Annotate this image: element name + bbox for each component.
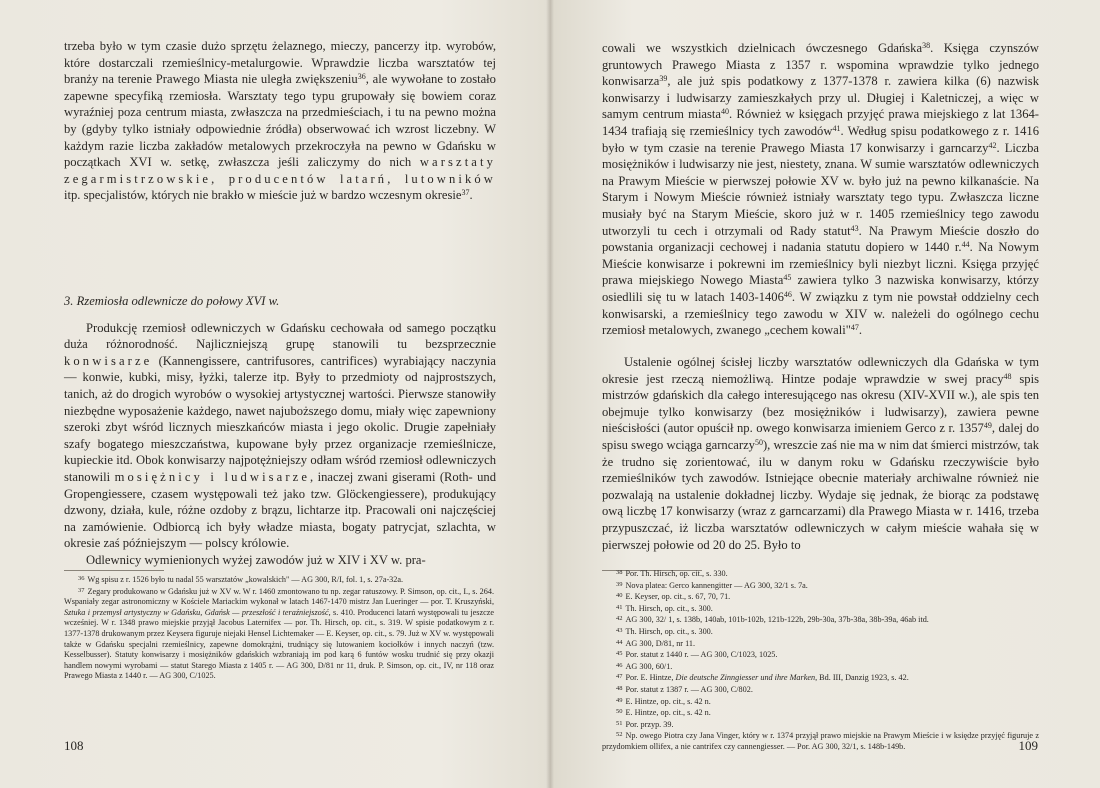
footnote-ref: 36 bbox=[357, 72, 366, 82]
footnote-ref: 44 bbox=[961, 240, 970, 250]
text-run: E. Hintze, op. cit., s. 42 n. bbox=[625, 708, 711, 718]
text-run: Zegary produkowano w Gdańsku już w XV w. W r. 1460 zmontowano tu np. zegar ratuszowy. P. Simson, op. cit., I., s. 264. Wspaniały zegar astronomiczny w Kościele Mariackim wykonał w latach 1467-1470 mistrz Jan Lueringer — por. T. Kruszyński, bbox=[64, 586, 494, 607]
footnote bbox=[602, 568, 1039, 580]
left-paragraph-1 bbox=[64, 38, 496, 204]
right-body-text-2 bbox=[602, 354, 1039, 553]
text-run: trzeba było w tym czasie dużo sprzętu żelaznego, mieczy, pancerzy itp. wyrobów, które dostarczali rzemieślnicy-metalurgowie. Wprawdzie liczba warsztatów tej branży na terenie Prawego Miasta nie uległa zwiększeniu bbox=[64, 39, 496, 87]
footnote bbox=[602, 580, 1039, 592]
text-run: Th. Hirsch, op. cit., s. 300. bbox=[625, 603, 713, 613]
footnote-number: 39 bbox=[616, 580, 623, 588]
footnote-number: 51 bbox=[616, 719, 623, 727]
text-run: AG 300, D/81, nr 11. bbox=[625, 638, 696, 648]
text-run: , dalej do spisu swego wciąga garncarzy bbox=[602, 421, 1040, 452]
text-run: , s. 410. Producenci latarń występowali tu jeszcze wcześniej. W r. 1348 prawo miejskie przyjął Jacobus Laternifex — por. Th. Hirsch, op. cit., s. 319. W spisie podatkowym z r. 1377-1378 drukowanym przez Keysera figuruje niejaki Hensel Lichtemaker — E. Keyser, op. cit., s. 79. Już w XV w. występowali także w Gdańsku specjalni rzemieślnicy, zapewne domokrążni, trudniący się lutowaniem kociołków i innych naczyń (tzw. Kesselbusser). Statuty konwisarzy i mosiężników gdańskich wzbraniają im pod karą 6 funtów wosku trudnić się przy okazji handlem nowymi wyrobami — statut Starego Miasta z 1405 r. — AG 300, D/81 nr 11, druk. P. Simson, op. cit., IV, nr 118 oraz Prawego Miasta z 1440 r. — AG 300, C/1025. bbox=[64, 607, 494, 681]
text-run: . Według spisu podatkowego z r. 1416 było w tym czasie na terenie Prawego Miasta 17 konwisarzy i garncarzy bbox=[602, 123, 1039, 155]
spaced-text: mosiężnicy i ludwisarze bbox=[114, 469, 311, 484]
footnote-ref: 40 bbox=[721, 107, 730, 117]
footnote bbox=[602, 603, 1039, 615]
footnote-number: 47 bbox=[616, 673, 623, 681]
page-number: 108 bbox=[64, 738, 84, 753]
footnote bbox=[602, 649, 1039, 661]
right-footnotes bbox=[602, 568, 1039, 753]
footnote bbox=[64, 586, 494, 682]
left-paragraph-3: Odlewnicy wymienionych wyżej zawodów już w XIV i XV w. pra- bbox=[86, 552, 426, 567]
footnote bbox=[602, 719, 1039, 731]
text-run: Np. owego Piotra czy Jana Vinger, który w r. 1374 przyjął prawo miejskie na Prawym Mieście i w księdze przyjęć figuruje z przydomkiem ollifex, a nie cantrifex czy cannengiesser. — Por. AG 300, 32/1, s. 148b-149b. bbox=[602, 731, 1039, 751]
text-run: . Na Prawym Mieście doszło do powstania organizacji cechowej i nadania statutu dopiero w 1440 r. bbox=[602, 223, 1039, 255]
footnote-ref: 39 bbox=[659, 74, 668, 84]
footnote-ref: 49 bbox=[983, 421, 992, 431]
text-run: AG 300, 32/ 1, s. 138b, 140ab, 101b-102b, 121b-122b, 29b-30a, 37b-38a, 38b-39a, 46ab itd. bbox=[625, 615, 929, 625]
footnote bbox=[64, 574, 494, 586]
text-run: . Również w księgach przyjęć prawa miejskiego z lat 1364-1434 trafiają się rzemieślnicy tych zawodów bbox=[602, 107, 1040, 138]
text-run: AG 300, 60/1. bbox=[625, 661, 673, 671]
footnote bbox=[602, 672, 1039, 684]
text-run: . W związku z tym nie powstał oddzielny cech konwisarski, a rzemieślnicy tego zawodu w XIV w. należeli do ogólnego cechu rzemiosł metalowych, zwanego „cechem kowali" bbox=[602, 289, 1039, 338]
left-footnotes bbox=[64, 574, 494, 682]
footnote-number: 44 bbox=[616, 638, 623, 646]
book-gutter bbox=[546, 0, 554, 788]
footnote-number: 46 bbox=[616, 661, 623, 669]
footnote-ref: 47 bbox=[850, 323, 859, 333]
footnote-number: 42 bbox=[616, 615, 623, 623]
footnote-number: 36 bbox=[78, 575, 85, 582]
text-run: Ustalenie ogólnej ścisłej liczby warsztatów odlewniczych dla Gdańska w tym okresie jest rzeczą niemożliwą. Hintze podaje wprawdzie w swej pracy bbox=[602, 355, 1039, 386]
text-run: Por. Th. Hirsch, op. cit., s. 330. bbox=[625, 569, 728, 578]
footnote-ref: 50 bbox=[754, 437, 763, 447]
text-run: Die deutsche Zinngiesser und ihre Marken bbox=[675, 673, 816, 683]
text-run: Wg spisu z r. 1526 było tu nadal 55 warsztatów „kowalskich" — AG 300, R/I, fol. 1, s. 27a-32a. bbox=[87, 575, 404, 584]
footnote bbox=[602, 591, 1039, 603]
footnote bbox=[602, 638, 1039, 650]
right-page bbox=[550, 0, 1100, 788]
footnote-number: 50 bbox=[616, 708, 623, 716]
footnote-ref: 45 bbox=[783, 273, 792, 283]
right-paragraph-1 bbox=[602, 40, 1039, 339]
right-paragraph-2 bbox=[602, 354, 1039, 553]
footnote-number: 49 bbox=[616, 696, 623, 704]
text-run: . Liczba mosiężników i ludwisarzy nie jest, niestety, znana. W sumie warsztatów odlewniczych na Prawym Mieście w pierwszej połowie XV w. było już na pewno kilkanaście. Na Starym i Nowym Mieście również istniały warsztaty tego typu. Zwłaszcza liczne musiały być na Starym Mieście, skoro już w r. 1405 rzemieślnicy tego zawodu utworzyli tu cech i otrzymali od Rady statut bbox=[602, 140, 1039, 238]
page-number: 109 bbox=[1018, 738, 1038, 753]
text-run: Nova platea: Gerco kannengitter — AG 300, 32/1 s. 7a. bbox=[625, 580, 808, 590]
footnote-ref: 43 bbox=[850, 223, 859, 233]
text-run: zawiera tylko 3 nazwiska konwisarzy, którzy osiedlili się tu w latach 1403-1406 bbox=[602, 273, 1040, 304]
footnote-number: 43 bbox=[616, 626, 623, 634]
text-run: E. Keyser, op. cit., s. 67, 70, 71. bbox=[625, 592, 731, 602]
text-run: Por. przyp. 39. bbox=[625, 719, 674, 729]
footnote bbox=[602, 684, 1039, 696]
text-run: , ale wywołane to zostało zapewne specyfiką rzemiosła. Warsztaty tego typu grupowały się bowiem coraz wyraźniej poza centrum miasta, zwłaszcza na przedmieściach, i tu na pewno można by (gdyby tylko istniały odpowiednie źródła) obserwować ich wzrost liczebny. W każdym razie liczba zakładów metalowych przekroczyła na pewno w Gdańsku w początkach XVI w. setkę, zwłaszcza jeśli zaliczymy do nich bbox=[64, 72, 496, 170]
footnote bbox=[602, 661, 1039, 673]
footnote-number: 40 bbox=[616, 592, 623, 600]
text-run: Por. E. Hintze, bbox=[625, 673, 676, 683]
footnote bbox=[602, 626, 1039, 638]
footnote-number: 41 bbox=[616, 603, 623, 611]
spaced-text: warsztaty zegarmistrzowskie, producentów latarń, lutowników bbox=[64, 155, 496, 186]
footnote-rule bbox=[64, 570, 164, 571]
text-run: Por. statut z 1440 r. — AG 300, C/1023, 1025. bbox=[625, 650, 778, 660]
footnote-number: 52 bbox=[616, 731, 623, 739]
left-body-text bbox=[64, 38, 496, 204]
text-run: Sztuka i przemysł artystyczny w Gdańsku, Gdańsk — przeszłość i teraźniejszość bbox=[64, 607, 329, 617]
footnote-number: 45 bbox=[616, 650, 623, 658]
footnote-ref: 41 bbox=[832, 123, 841, 133]
text-run: , Bd. III, Danzig 1923, s. 42. bbox=[815, 673, 909, 683]
spaced-text: konwisarze bbox=[64, 353, 153, 368]
text-run: Th. Hirsch, op. cit., s. 300. bbox=[625, 626, 713, 636]
text-run: ), wreszcie zaś nie ma w nim dat śmierci mistrzów, tak że trudno się zorientować, ilu w danym roku w Gdańsku rzeczywiście było rzemieślników tych zawodów. Istniejące obecnie materiały archiwalne również nie pozwalają na ustalenie dokładnej liczby. Wydaje się jednak, że biorąc za podstawę ową liczbę 17 konwisarzy (wraz z garncarzami) dla Prawego Miasta w r. 1416, trzeba przypuszczać, iż liczba warsztatów odlewniczych w całym mieście wahała się w pierwszej połowie od 20 do 25. Było to bbox=[602, 437, 1039, 552]
footnote-number: 38 bbox=[616, 569, 623, 576]
text-run: . Księga czynszów gruntowych Prawego Miasta z 1357 r. wspomina wprawdzie tylko jednego konwisarza bbox=[602, 41, 1039, 89]
text-run: . Na Nowym Mieście konwisarze i pokrewni im rzemieślnicy byli niezbyt liczni. Księga przyjęć prawa miejskiego Nowego Miasta bbox=[602, 240, 1039, 288]
footnote-ref: 42 bbox=[988, 140, 997, 150]
footnote bbox=[602, 696, 1039, 708]
text-run: Produkcję rzemiosł odlewniczych w Gdańsku cechowała od samego początku duża różnorodność. Najliczniejszą grupę stanowili tu bezsprzecznie bbox=[64, 320, 496, 352]
footnote-number: 37 bbox=[78, 586, 85, 594]
text-run: itp. specjalistów, których nie brakło w mieście już w bardzo wczesnym okresie bbox=[64, 188, 462, 203]
footnote-number: 48 bbox=[616, 684, 623, 692]
left-section bbox=[64, 293, 496, 569]
footnote-ref: 48 bbox=[1003, 371, 1012, 381]
text-run: , inaczej zwani giserami (Roth- und Gropengiessere, czasem występowali też jako tzw. Glöckengiessere), produkujący dzwony, działa, kule, różne ozdoby z brązu, lichtarze itp. Pracowali oni najczęściej na zamówienie. Odbiorcą ich były władze miasta, bogaty patrycjat, szlachta, w okresie zaś późniejszym — polscy królowie. bbox=[64, 469, 496, 551]
section-title: 3. Rzemiosła odlewnicze do połowy XVI w. bbox=[64, 294, 280, 308]
footnote bbox=[602, 730, 1039, 752]
right-body-text bbox=[602, 40, 1039, 339]
footnote bbox=[602, 707, 1039, 719]
text-run: E. Hintze, op. cit., s. 42 n. bbox=[625, 696, 711, 706]
text-run: cowali we wszystkich dzielnicach ówczesnego Gdańska bbox=[602, 41, 923, 55]
footnote-ref: 38 bbox=[922, 41, 931, 50]
text-run: . bbox=[858, 323, 863, 338]
text-run: spis mistrzów gdańskich dla całego interesującego nas okresu (XIV-XVII w.), ale spis ten obejmuje tylko konwisarzy (bez mosiężników i ludwisarzy), zawiera pewne nieścisłości (autor opuścił np. owego konwisarza imieniem Gerco z r. 1357 bbox=[602, 371, 1039, 436]
footnote bbox=[602, 614, 1039, 626]
text-run: (Kannengissere, cantrifusores, cantrifices) wyrabiający naczynia — konwie, kubki, misy, łyżki, talerze itp. Były to przedmioty od najprostszych, tanich, aż do drogich wyrobów o wysokiej artystycznej wartości. Pierwsze stanowiły niezbędne wyposażenie każdego, nawet najuboższego domu, miały więc zapewniony szeroki zbyt wśród licznych mieszkańców miasta i jego okolic. Drugie zapełniały szafy bogatego mieszczaństwa, kupowane były przez organizacje rzemieślnicze, kupieckie itd. Obok konwisarzy najpotężniejszy odłam wśród rzemiosł odlewniczych stanowili bbox=[64, 353, 496, 484]
footnote-ref: 46 bbox=[783, 289, 792, 299]
footnote-ref: 37 bbox=[461, 188, 470, 198]
left-paragraph-2 bbox=[64, 320, 496, 552]
text-run: , ale już spis podatkowy z 1377-1378 r. zawiera kilka (6) nazwisk konwisarzy i ludwisarzy zamieszkałych przy ul. Długiej i Kaletniczej, a więc w samym centrum miasta bbox=[602, 74, 1039, 122]
text-run: . bbox=[469, 188, 473, 203]
text-run: Por. statut z 1387 r. — AG 300, C/802. bbox=[625, 684, 753, 694]
